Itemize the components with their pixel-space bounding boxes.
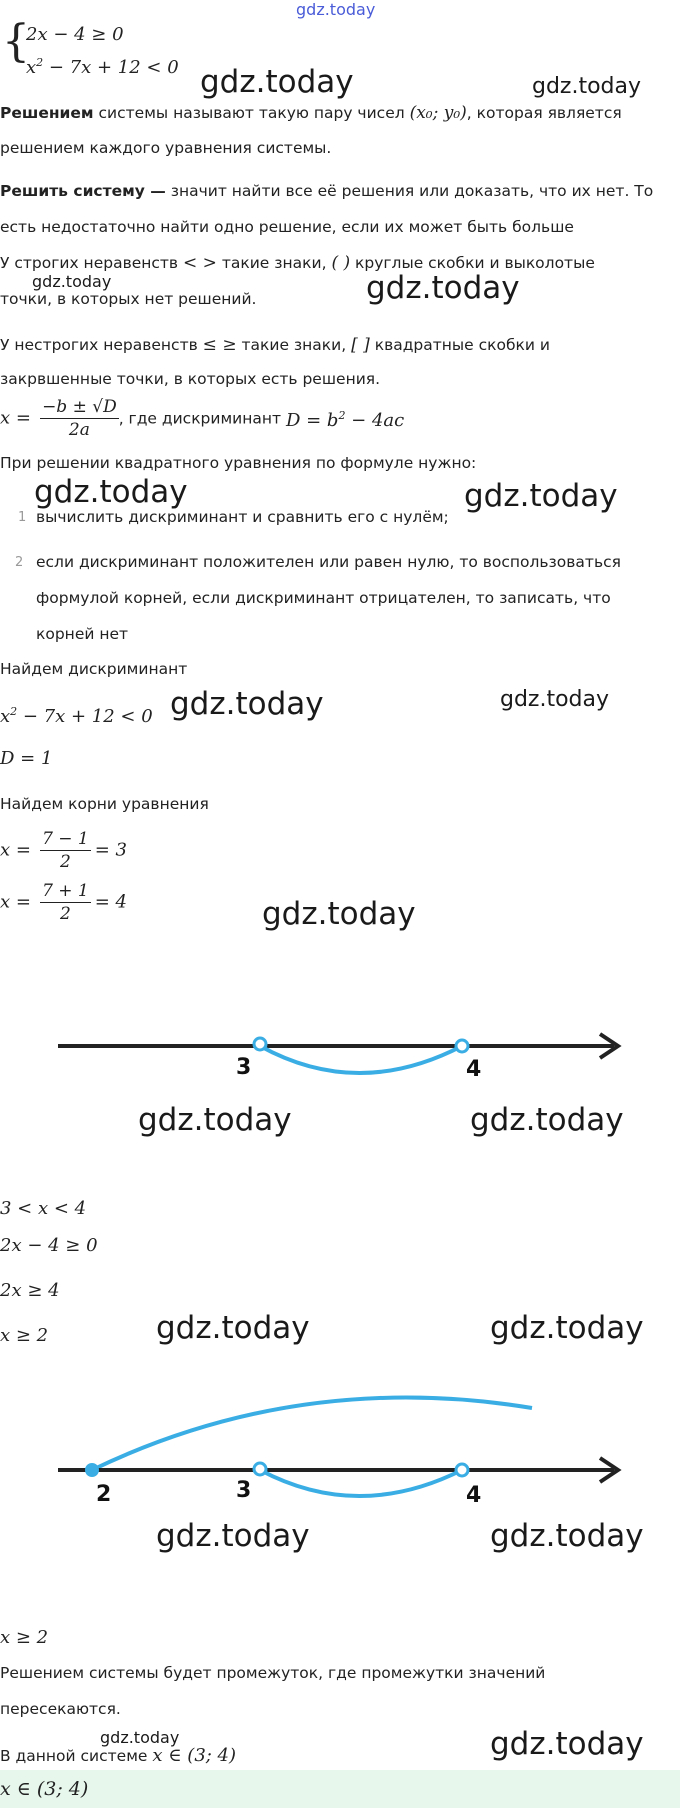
system-inequality-2: $x^2 - 7x + 12 < 0$	[26, 56, 179, 78]
nonstrict-inequalities-line2: закрвшенные точки, в которых есть решения.	[0, 370, 381, 388]
root-1: x = $\frac{7 - 1}{2}$ = 3	[0, 829, 128, 872]
conclusion-text-line2: пересекаются.	[0, 1700, 121, 1718]
restated-inequality: x ≥ 2	[0, 1627, 49, 1648]
system-brace: {	[2, 16, 30, 67]
tick-label-3: 3	[236, 1478, 252, 1503]
linear-step-1: 2x ≥ 4	[0, 1280, 60, 1301]
watermark: gdz.today	[262, 896, 416, 932]
final-answer: x ∈ (3; 4)	[0, 1778, 89, 1800]
interval-arc	[260, 1046, 462, 1073]
watermark-small: gdz.today	[100, 1728, 180, 1747]
open-point-3	[254, 1463, 266, 1475]
interval-arc	[260, 1470, 462, 1496]
definition-solution-line2: решением каждого уравнения системы.	[0, 139, 332, 157]
quadratic-formula: x = $\frac{-b \pm √D}{2a}$ , где дискриминант $D = b^2 - 4ac$	[0, 397, 405, 440]
tick-label-2: 2	[96, 1482, 112, 1507]
watermark: gdz.today	[156, 1518, 310, 1554]
conclusion-text: Решением системы будет промежуток, где промежутки значений	[0, 1664, 546, 1682]
quadratic-inequality: $x^2 - 7x + 12 < 0$	[0, 705, 153, 727]
definition-solve: Решить систему — значит найти все её решения или доказать, что их нет. То	[0, 182, 654, 200]
nonstrict-inequalities: У нестрогих неравенств ≤ ≥ такие знаки, [ ] квадратные скобки и	[0, 335, 550, 355]
watermark: gdz.today	[490, 1726, 644, 1762]
watermark: gdz.today	[34, 474, 188, 510]
watermark: gdz.today	[490, 1518, 644, 1554]
list-number: 2	[15, 555, 24, 570]
answer-bar	[0, 1770, 680, 1808]
watermark: gdz.today	[464, 478, 618, 514]
watermark: gdz.today	[490, 1310, 644, 1346]
root-2: x = $\frac{7 + 1}{2}$ = 4	[0, 881, 128, 924]
number-line-1	[0, 1000, 680, 1100]
watermark: gdz.today	[532, 74, 642, 99]
discriminant-value: D = 1	[0, 748, 53, 769]
strict-inequalities: У строгих неравенств < > такие знаки, ( ) круглые скобки и выколотые	[0, 253, 595, 273]
open-point-4	[456, 1040, 468, 1052]
list-number: 1	[18, 510, 27, 525]
ray-arc	[92, 1398, 532, 1470]
find-discriminant-heading: Найдем дискриминант	[0, 660, 188, 678]
tick-label-3: 3	[236, 1055, 252, 1080]
definition-solve-line2: есть недостаточно найти одно решение, если их может быть больше	[0, 218, 574, 236]
open-point-3	[254, 1038, 266, 1050]
watermark: gdz.today	[470, 1102, 624, 1138]
closed-point-2	[86, 1464, 98, 1476]
watermark-small: gdz.today	[32, 272, 112, 291]
watermark: gdz.today	[366, 270, 520, 306]
list-item-line3: корней нет	[36, 625, 129, 643]
number-line-2	[0, 1390, 680, 1530]
open-point-4	[456, 1464, 468, 1476]
watermark: gdz.today	[170, 686, 324, 722]
find-roots-heading: Найдем корни уравнения	[0, 795, 209, 813]
linear-step-2: x ≥ 2	[0, 1325, 49, 1346]
instructions-intro: При решении квадратного уравнения по формуле нужно:	[0, 454, 477, 472]
watermark: gdz.today	[138, 1102, 292, 1138]
watermark-top: gdz.today	[296, 0, 376, 19]
list-item: вычислить дискриминант и сравнить его с нулём;	[36, 508, 449, 526]
list-item: если дискриминант положителен или равен нулю, то воспользоваться	[36, 553, 621, 571]
definition-solution: Решением системы называют такую пару чисел (x₀; y₀), которая является	[0, 103, 622, 123]
watermark: gdz.today	[500, 687, 610, 712]
tick-label-4: 4	[466, 1483, 482, 1508]
strict-inequalities-line2: точки, в которых нет решений.	[0, 290, 257, 308]
watermark: gdz.today	[200, 64, 354, 100]
tick-label-4: 4	[466, 1057, 482, 1082]
linear-inequality: 2x − 4 ≥ 0	[0, 1235, 98, 1256]
system-inequality-1: 2x − 4 ≥ 0	[26, 24, 124, 45]
system-conclusion: В данной системе x ∈ (3; 4)	[0, 1745, 237, 1766]
watermark: gdz.today	[156, 1310, 310, 1346]
list-item-line2: формулой корней, если дискриминант отрицателен, то записать, что	[36, 589, 611, 607]
interval-result: 3 < x < 4	[0, 1198, 87, 1219]
